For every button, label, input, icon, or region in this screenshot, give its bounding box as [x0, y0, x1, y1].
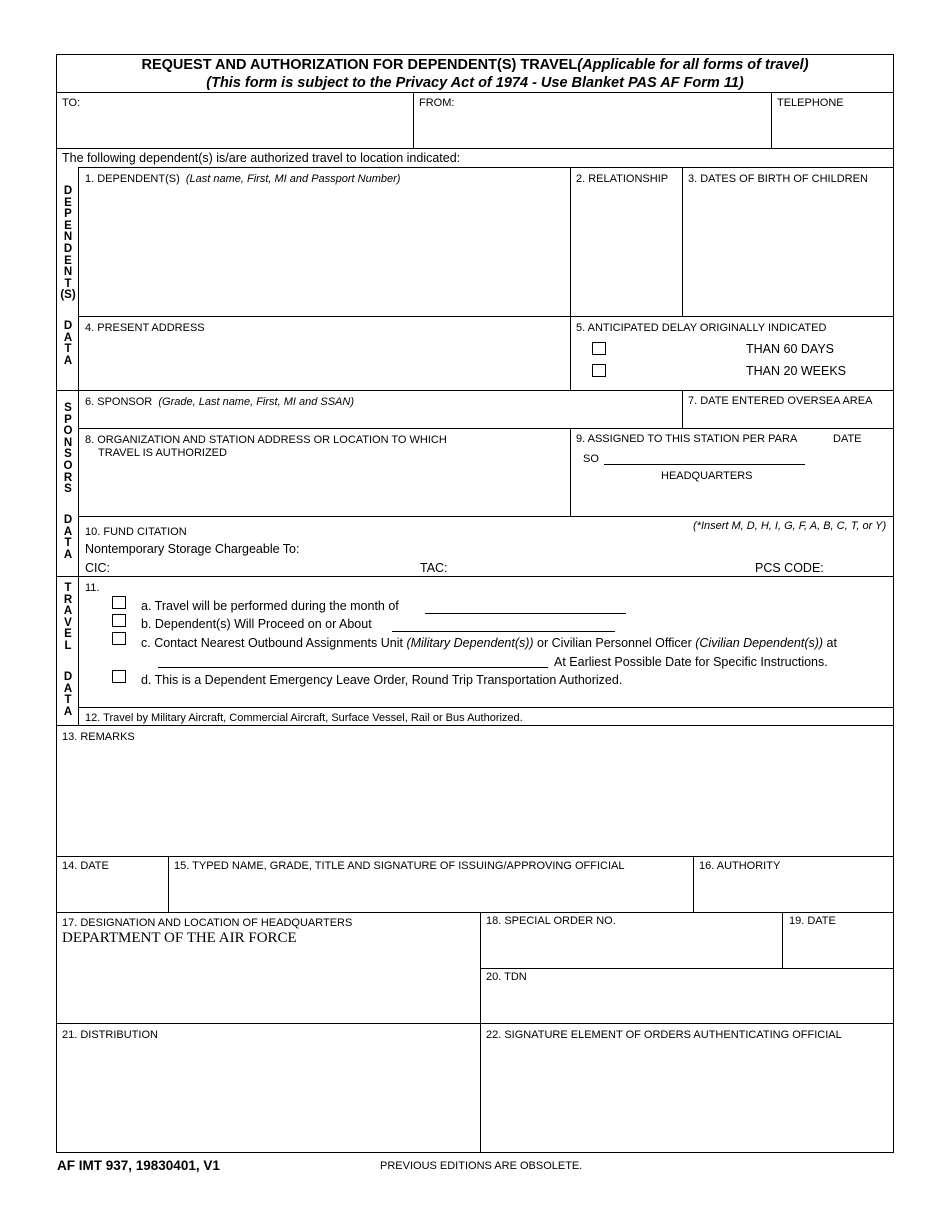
side-letter: A — [63, 605, 73, 618]
side-letter: E — [64, 628, 72, 641]
side-letter: D — [63, 671, 73, 683]
field-12-label: 12. Travel by Military Aircraft, Commercial Aircraft, Surface Vessel, Rail or Bus Authorized. — [85, 712, 523, 724]
field-9-date-label: DATE — [833, 433, 862, 445]
field-4-label: 4. PRESENT ADDRESS — [85, 322, 205, 334]
side-letter: D — [63, 320, 73, 332]
side-letter: R — [63, 471, 73, 484]
field-16-label: 16. AUTHORITY — [699, 860, 781, 872]
field-21-label: 21. DISTRIBUTION — [62, 1029, 158, 1041]
proceed-date-line[interactable] — [392, 631, 615, 632]
side-letter: T — [64, 277, 72, 290]
side-letter: E — [64, 254, 72, 267]
so-number-line[interactable] — [604, 464, 805, 465]
field-13-label: 13. REMARKS — [62, 731, 135, 743]
storage-chargeable-label: Nontemporary Storage Chargeable To: — [85, 542, 300, 556]
delay-60-days-checkbox[interactable] — [592, 342, 606, 355]
travel-month-checkbox[interactable] — [112, 596, 126, 609]
field-9-label: 9. ASSIGNED TO THIS STATION PER PARA — [576, 433, 798, 445]
headquarters-value: DEPARTMENT OF THE AIR FORCE — [62, 930, 297, 946]
side-letter: S — [64, 483, 72, 496]
side-letter: S — [64, 402, 72, 414]
side-letter: E — [64, 196, 72, 209]
field-8-label: 8. ORGANIZATION AND STATION ADDRESS OR LOCATION TO WHICH — [85, 434, 447, 446]
field-10-note: (*Insert M, D, H, I, G, F, A, B, C, T, or Y) — [693, 520, 887, 532]
side-letter: A — [63, 354, 73, 367]
side-letter: A — [63, 331, 73, 344]
side-letter: V — [64, 616, 72, 629]
travel-month-line[interactable] — [425, 613, 626, 614]
side-letter: D — [63, 242, 73, 255]
emergency-leave-label: d. This is a Dependent Emergency Leave Order, Round Trip Transportation Authorized. — [141, 673, 623, 687]
field-19-label: 19. DATE — [789, 915, 836, 927]
side-letter: D — [63, 514, 73, 526]
field-11-label: 11. — [85, 582, 100, 594]
obsolete-notice: PREVIOUS EDITIONS ARE OBSOLETE. — [380, 1160, 583, 1172]
side-label-data-2 — [58, 515, 78, 561]
side-letter: A — [63, 548, 73, 561]
side-letter: O — [63, 459, 73, 472]
form-id: AF IMT 937, 19830401, V1 — [57, 1158, 220, 1173]
side-letter: S — [64, 448, 72, 461]
contact-location-line[interactable] — [158, 667, 548, 668]
telephone-label: TELEPHONE — [777, 97, 844, 109]
field-18-label: 18. SPECIAL ORDER NO. — [486, 915, 616, 927]
pcs-code-label: PCS CODE: — [755, 561, 824, 575]
field-15-label: 15. TYPED NAME, GRADE, TITLE AND SIGNATURE OF ISSUING/APPROVING OFFICIAL — [174, 860, 625, 872]
side-letter: (S) — [60, 289, 76, 302]
field-1-label: 1. DEPENDENT(S) (Last name, First, MI and Passport Number) — [85, 173, 401, 185]
from-label: FROM: — [419, 97, 455, 109]
proceed-date-label: b. Dependent(s) Will Proceed on or About — [141, 617, 372, 631]
side-letter: D — [63, 185, 73, 197]
side-letter: N — [63, 231, 73, 244]
delay-20-weeks-label: THAN 20 WEEKS — [746, 364, 847, 378]
side-letter: O — [63, 425, 73, 438]
field-22-label: 22. SIGNATURE ELEMENT OF ORDERS AUTHENTICATING OFFICIAL — [486, 1029, 842, 1041]
side-letter: R — [63, 593, 73, 606]
field-17-label: 17. DESIGNATION AND LOCATION OF HEADQUARTERS — [62, 917, 353, 929]
contact-unit-label: c. Contact Nearest Outbound Assignments Unit (Military Dependent(s)) or Civilian Personnel Officer (Civilian Dependent(s)) at — [141, 636, 837, 650]
emergency-leave-checkbox[interactable] — [112, 670, 126, 683]
contact-unit-checkbox[interactable] — [112, 632, 126, 645]
proceed-date-checkbox[interactable] — [112, 614, 126, 627]
field-3-label: 3. DATES OF BIRTH OF CHILDREN — [688, 173, 868, 185]
side-letter: A — [63, 525, 73, 538]
field-20-label: 20. TDN — [486, 971, 527, 983]
side-label-sponsors — [58, 403, 78, 496]
field-9-so-label: SO — [583, 453, 599, 465]
side-letter: P — [64, 413, 72, 426]
delay-60-days-label: THAN 60 DAYS — [746, 342, 834, 356]
side-label-dependents — [58, 186, 78, 302]
field-6-label: 6. SPONSOR (Grade, Last name, First, MI and SSAN) — [85, 396, 354, 408]
side-letter: T — [64, 537, 72, 550]
delay-20-weeks-checkbox[interactable] — [592, 364, 606, 377]
field-14-label: 14. DATE — [62, 860, 109, 872]
side-letter: N — [63, 266, 73, 279]
contact-unit-tail: At Earliest Possible Date for Specific Instructions. — [554, 655, 828, 669]
side-label-data-3 — [58, 672, 78, 718]
side-label-data-1 — [58, 321, 78, 367]
tac-label: TAC: — [420, 561, 448, 575]
side-letter: N — [63, 436, 73, 449]
side-letter: T — [64, 582, 72, 594]
side-letter: T — [64, 694, 72, 707]
field-7-label: 7. DATE ENTERED OVERSEA AREA — [688, 395, 873, 407]
field-2-label: 2. RELATIONSHIP — [576, 173, 669, 185]
side-letter: A — [63, 705, 73, 718]
form-title: REQUEST AND AUTHORIZATION FOR DEPENDENT(S) TRAVEL(Applicable for all forms of travel) — [141, 57, 809, 73]
cic-label: CIC: — [85, 561, 110, 575]
side-letter: L — [64, 639, 72, 652]
authorized-statement: The following dependent(s) is/are authorized travel to location indicated: — [62, 151, 461, 165]
side-letter: T — [64, 343, 72, 356]
side-letter: A — [63, 682, 73, 695]
field-9-hq-label: HEADQUARTERS — [661, 470, 753, 482]
travel-month-label: a. Travel will be performed during the month of — [141, 599, 399, 613]
field-8-label-line2: TRAVEL IS AUTHORIZED — [98, 447, 227, 459]
field-10-label: 10. FUND CITATION — [85, 526, 187, 538]
form-subtitle: (This form is subject to the Privacy Act of 1974 - Use Blanket PAS AF Form 11) — [206, 75, 744, 91]
side-letter: P — [64, 208, 72, 221]
field-5-label: 5. ANTICIPATED DELAY ORIGINALLY INDICATED — [576, 322, 827, 334]
to-label: TO: — [62, 97, 81, 109]
side-label-travel — [58, 583, 78, 653]
side-letter: E — [64, 219, 72, 232]
